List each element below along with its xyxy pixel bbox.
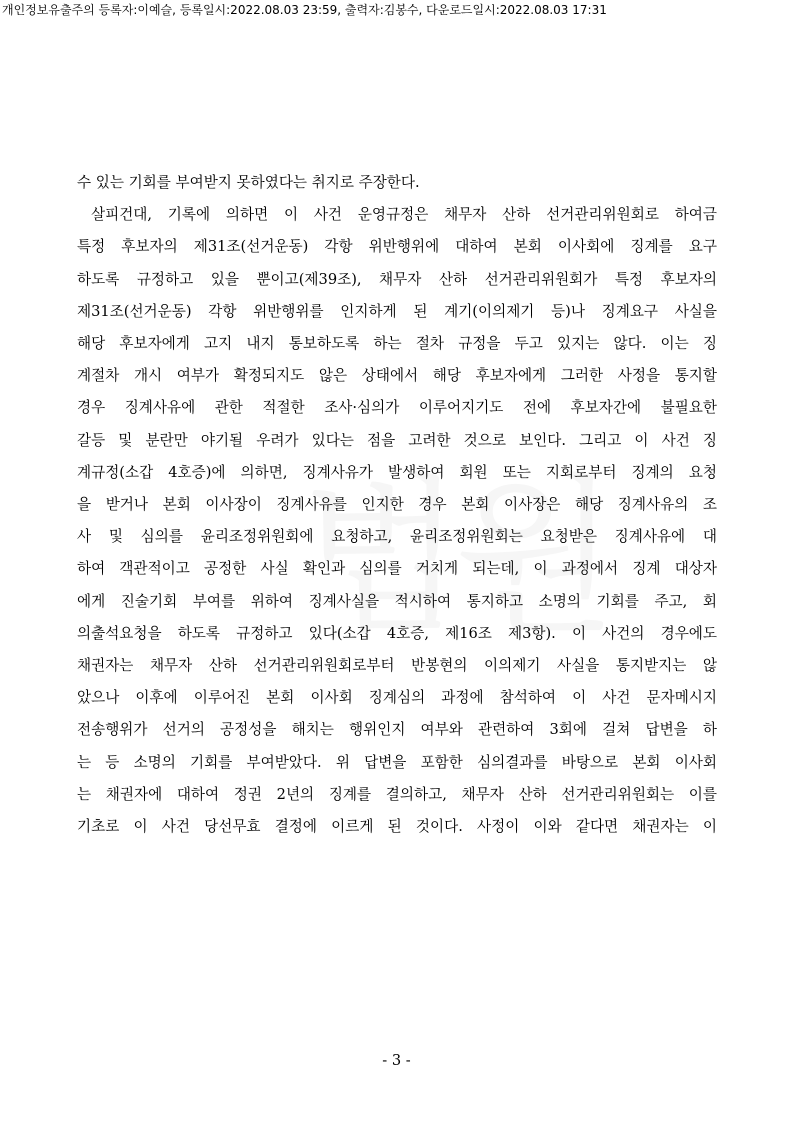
body-line: 하도록 규정하고 있을 뿐이고(제39조), 채무자 산하 선거관리위원회가 특정 후보자의 bbox=[77, 270, 717, 288]
body-line: 을 받거나 본회 이사장이 징계사유를 인지한 경우 본회 이사장은 해당 징계사유의 조 bbox=[77, 496, 717, 514]
body-line: 살피건대, 기록에 의하면 이 사건 운영규정은 채무자 산하 선거관리위원회로 하여금 bbox=[91, 206, 717, 224]
body-line: 해당 후보자에게 고지 내지 통보하도록 하는 절차 규정을 두고 있지는 않다. 이는 징 bbox=[77, 335, 717, 353]
page-number: - 3 - bbox=[382, 1052, 411, 1069]
document-body bbox=[77, 167, 717, 843]
body-line: 채권자는 채무자 산하 선거관리위원회로부터 반봉현의 이의제기 사실을 통지받지는 않 bbox=[77, 657, 717, 675]
body-line: 는 채권자에 대하여 정권 2년의 징계를 결의하고, 채무자 산하 선거관리위원회는 이를 bbox=[77, 785, 717, 803]
body-line: 기초로 이 사건 당선무효 결정에 이르게 된 것이다. 사정이 이와 같다면 채권자는 이 bbox=[77, 818, 717, 836]
body-line: 제31조(선거운동) 각항 위반행위를 인지하게 된 계기(이의제기 등)나 징계요구 사실을 bbox=[77, 302, 717, 320]
download-notice-header: 개인정보유출주의 등록자:이예슬, 등록일시:2022.08.03 23:59, 출력자:김봉수, 다운로드일시:2022.08.03 17:31 bbox=[2, 3, 607, 17]
body-line: 특정 후보자의 제31조(선거운동) 각항 위반행위에 대하여 본회 이사회에 징계를 요구 bbox=[77, 238, 717, 256]
body-line: 에게 진술기회 부여를 위하여 징계사실을 적시하여 통지하고 소명의 기회를 주고, 회 bbox=[77, 592, 717, 610]
body-line: 의출석요청을 하도록 규정하고 있다(소갑 4호증, 제16조 제3항). 이 사건의 경우에도 bbox=[77, 624, 717, 642]
body-line: 수 있는 기회를 부여받지 못하였다는 취지로 주장한다. bbox=[77, 174, 420, 191]
body-line: 경우 징계사유에 관한 적절한 조사·심의가 이루어지기도 전에 후보자간에 불필요한 bbox=[77, 399, 717, 417]
body-line: 는 등 소명의 기회를 부여받았다. 위 답변을 포함한 심의결과를 바탕으로 본회 이사회 bbox=[77, 753, 717, 771]
body-line: 사 및 심의를 윤리조정위원회에 요청하고, 윤리조정위원회는 요청받은 징계사유에 대 bbox=[77, 528, 717, 546]
body-line: 하여 객관적이고 공정한 사실 확인과 심의를 거치게 되는데, 이 과정에서 징계 대상자 bbox=[77, 560, 717, 578]
body-line: 갈등 및 분란만 야기될 우려가 있다는 점을 고려한 것으로 보인다. 그리고 이 사건 징 bbox=[77, 431, 717, 449]
body-line: 았으나 이후에 이루어진 본회 이사회 징계심의 과정에 참석하여 이 사건 문자메시지 bbox=[77, 689, 717, 707]
body-line: 계절차 개시 여부가 확정되지도 않은 상태에서 해당 후보자에게 그러한 사정을 통지할 bbox=[77, 367, 717, 385]
body-line: 계규정(소갑 4호증)에 의하면, 징계사유가 발생하여 회원 또는 지회로부터 징계의 요청 bbox=[77, 463, 717, 481]
body-line: 전송행위가 선거의 공정성을 해치는 행위인지 여부와 관련하여 3회에 걸쳐 답변을 하 bbox=[77, 721, 717, 739]
